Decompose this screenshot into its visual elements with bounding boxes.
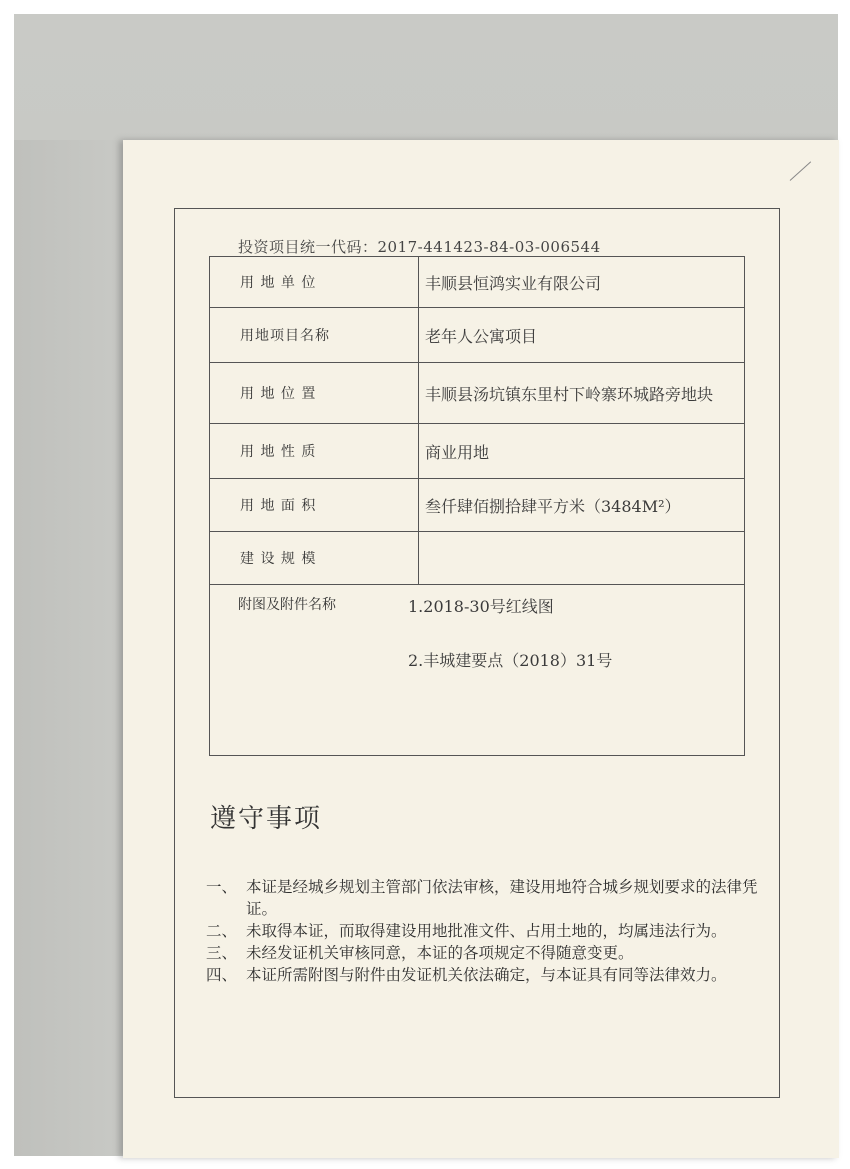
label-land-unit: 用 地 单 位 (210, 257, 419, 308)
note-text: 未经发证机关审核同意，本证的各项规定不得随意变更。 (246, 944, 634, 962)
label-scale: 建 设 规 模 (210, 532, 419, 585)
note-text: 本证所需附图与附件由发证机关依法确定，与本证具有同等法律效力。 (246, 966, 727, 984)
project-code-text: 投资项目统一代码：2017-441423-84-03-006544 (238, 238, 601, 256)
label-project-name: 用地项目名称 (210, 308, 419, 363)
table-row (210, 532, 745, 585)
note-number: 一、 (206, 878, 238, 896)
section-title: 遵守事项 (210, 804, 323, 834)
project-code (238, 236, 601, 257)
note-number: 三、 (206, 944, 238, 962)
note-text: 未取得本证，而取得建设用地批准文件、占用土地的，均属违法行为。 (246, 922, 727, 940)
label-location: 用 地 位 置 (210, 363, 419, 424)
value-land-unit: 丰顺县恒鸿实业有限公司 (419, 257, 745, 308)
table-row (210, 424, 745, 479)
list-item (206, 964, 766, 986)
note-text: 本证是经城乡规划主管部门依法审核，建设用地符合城乡规划要求的法律凭证。 (246, 878, 758, 918)
list-item (206, 876, 766, 920)
land-info-table (209, 256, 745, 756)
table-row (210, 257, 745, 308)
value-project-name: 老年人公寓项目 (419, 308, 745, 363)
note-number: 四、 (206, 966, 238, 984)
note-number: 二、 (206, 922, 238, 940)
label-land-use: 用 地 性 质 (210, 424, 419, 479)
value-scale (419, 532, 745, 585)
value-area: 叁仟肆佰捌拾肆平方米（3484M²） (419, 479, 745, 532)
notes-list (206, 876, 766, 986)
table-row (210, 308, 745, 363)
table-row (210, 479, 745, 532)
attachment-item: 2.丰城建要点（2018）31号 (408, 651, 613, 670)
page-edge (14, 140, 123, 1156)
label-area: 用 地 面 积 (210, 479, 419, 532)
list-item (206, 942, 766, 964)
attachment-item: 1.2018-30号红线图 (408, 597, 554, 616)
attachments-label: 附图及附件名称 (238, 597, 336, 613)
list-item (206, 920, 766, 942)
table-row (210, 363, 745, 424)
value-land-use: 商业用地 (419, 424, 745, 479)
value-location: 丰顺县汤坑镇东里村下岭寨环城路旁地块 (419, 363, 745, 424)
